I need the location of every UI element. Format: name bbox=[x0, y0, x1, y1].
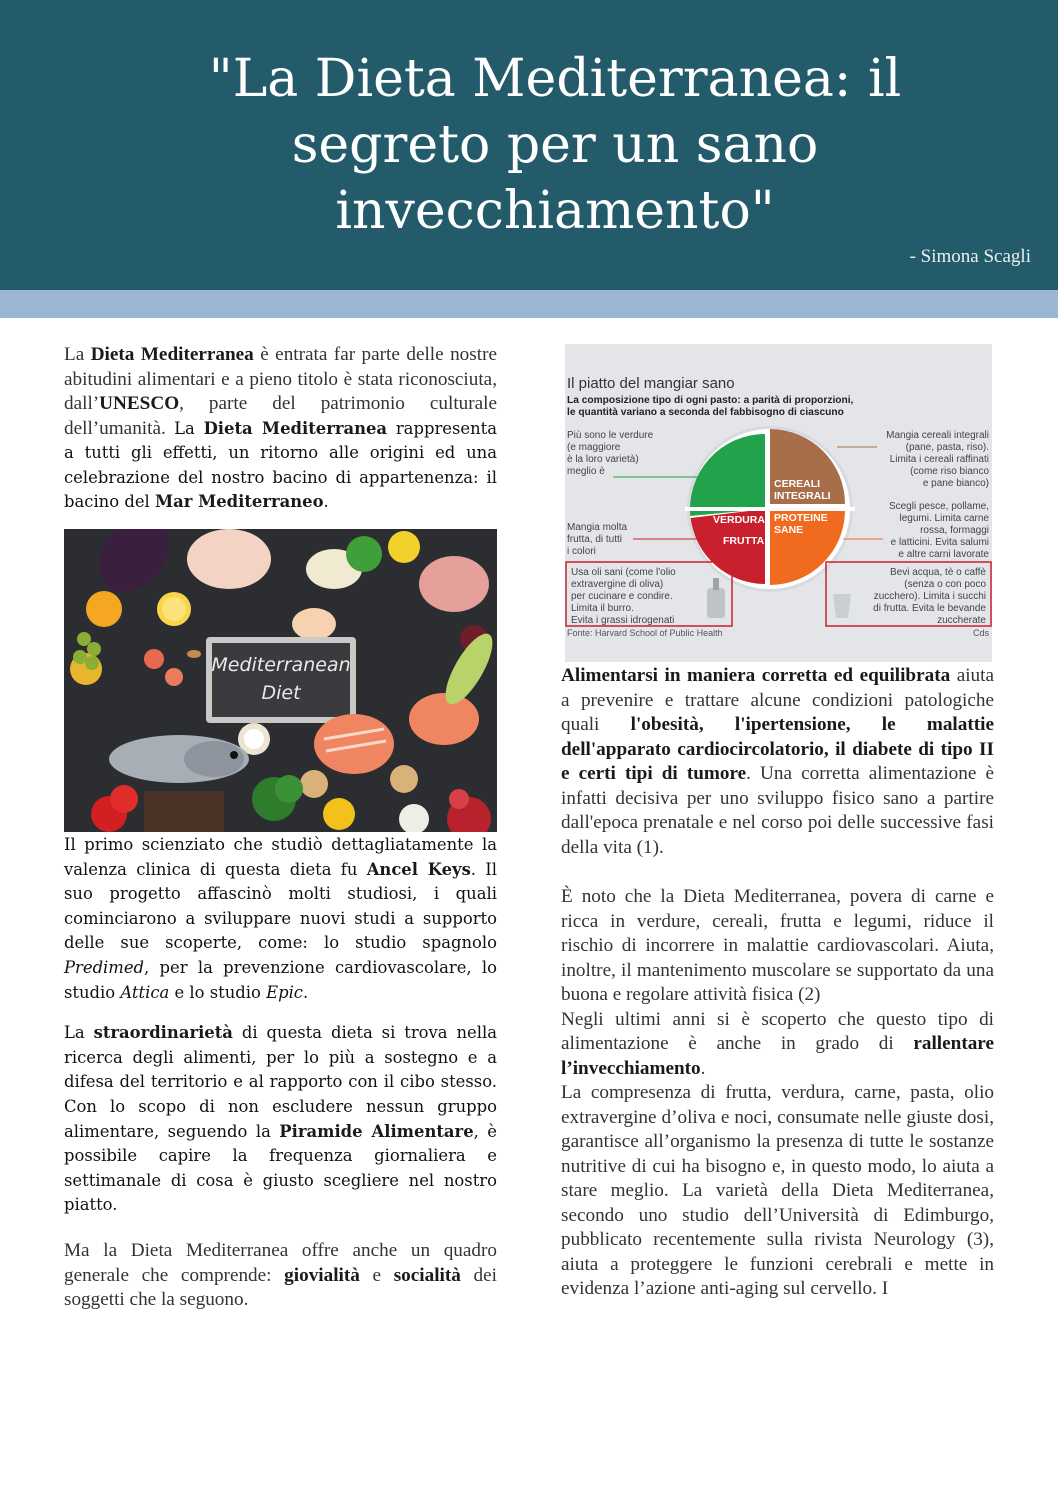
keys-paragraph: Il primo scienziato che studiò dettagliatamente la valenza clinica di questa dieta fu Ancel Keys. Il suo progetto affascinò molti studiosi, i quali cominciarono a sviluppare nuovi studi a supporto delle sue scoperte, come: lo studio spagnolo Predimed, per la prevenzione cardiovascolare, lo studio Attica e lo studio Epic. bbox=[64, 835, 498, 1002]
plate-source: Fonte: Harvard School of Public Health bbox=[567, 628, 723, 638]
title-line-3: invecchiamento" bbox=[335, 181, 775, 241]
title-line-2: segreto per un sano bbox=[291, 115, 819, 175]
left-column-intro bbox=[64, 343, 497, 515]
water-note-3: zucchero). Limita i succhi bbox=[873, 591, 986, 602]
intro-paragraph-continued: La Dieta Mediterranea rappresenta a tutti gli effetti, un ritorno alle origini ed una celebrazione del nostro bacino di appartenenza: il bacino del Mar Mediterraneo. bbox=[64, 418, 497, 512]
title-line-1: "La Dieta Mediterranea: il bbox=[208, 49, 902, 109]
social-paragraph: Ma la Dieta Mediterranea offre anche un quadro generale che comprende: giovialità e socialità dei soggetti che la seguono. bbox=[64, 1240, 497, 1310]
label-cereali-1: CEREALI bbox=[774, 478, 821, 490]
note-proteine-5: e altre carni lavorate bbox=[898, 549, 989, 560]
label-proteine-2: SANE bbox=[774, 524, 804, 536]
note-verdure-1: Più sono le verdure bbox=[567, 430, 654, 441]
brain-paragraph: La compresenza di frutta, verdura, carne, pasta, olio extravergine d’oliva e noci, consumate nelle giuste dosi, garantisce all’organismo la presenza di tutte le sostanze nutritive di cui ha bisogno e, in questo modo, lo aiuta a stare meglio. La varietà della Dieta Mediterranea, secondo uno studio dell’Università di Edimburgo, pubblicato recentemente sulla rivista Neurology (3), aiuta a proteggere le funzioni cerebrali e mette in evidenza l’azione anti-aging sul cervello. I bbox=[561, 1082, 994, 1299]
intro-paragraph: La Dieta Mediterranea è entrata far parte delle nostre abitudini alimentari e a pieno titolo è stata riconosciuta, dall’UNESCO, parte del patrimonio culturale dell’umanità. La Dieta Mediterranea rappresenta a tutti gli effetti, un ritorno alle origini ed una celebrazione del nostro bacino di appartenenza: il bacino del Mar Mediterraneo. bbox=[64, 344, 497, 512]
note-proteine-3: rossa, formaggi bbox=[920, 525, 989, 536]
header-banner bbox=[0, 0, 1058, 290]
left-column-keys bbox=[64, 833, 497, 1218]
label-verdura: VERDURA bbox=[713, 514, 765, 526]
plate-title: Il piatto del mangiar sano bbox=[567, 375, 735, 392]
water-note-1: Bevi acqua, tè o caffè bbox=[890, 567, 986, 578]
water-note-2: (senza o con poco bbox=[904, 579, 986, 590]
note-cereali-3: Limita i cereali raffinati bbox=[889, 454, 989, 465]
note-proteine-4: e latticini. Evita salumi bbox=[890, 537, 989, 548]
note-verdure-3: è la loro varietà) bbox=[567, 454, 639, 465]
right-column bbox=[561, 664, 994, 1302]
mediterranean-food-photo bbox=[64, 529, 497, 832]
label-frutta: FRUTTA bbox=[723, 535, 765, 547]
glass-icon bbox=[833, 594, 851, 618]
note-cereali-1: Mangia cereali integrali bbox=[886, 430, 989, 441]
healthy-plate-infographic bbox=[565, 344, 992, 662]
aging-paragraph: Negli ultimi anni si è scoperto che questo tipo di alimentazione è anche in grado di rallentare l’invecchiamento. bbox=[561, 1008, 994, 1079]
sign-line-2: Diet bbox=[261, 682, 301, 704]
oil-note-5: Evita i grassi idrogenati bbox=[571, 615, 675, 626]
divider-band bbox=[0, 290, 1058, 318]
water-note-4: di frutta. Evita le bevande bbox=[873, 603, 986, 614]
oil-note-2: extravergine di oliva) bbox=[571, 579, 664, 590]
extraordinary-paragraph: La straordinarietà di questa dieta si trova nella ricerca degli alimenti, per lo più a sostegno e a difesa del territorio e al rapporto con il cibo stesso. Con lo scopo di non escludere nessun gruppo alimentare, seguendo la Piramide Alimentare, è possibile capire la frequenza giornaliera e settimanale di cosa è giusto scegliere nel nostro piatto. bbox=[64, 1023, 498, 1215]
author-name: - Simona Scagli bbox=[909, 246, 1031, 267]
article-title bbox=[190, 46, 920, 244]
plate-subtitle-2: le quantità variano a seconda del fabbisogno di ciascuno bbox=[567, 407, 844, 418]
note-frutta-3: i colori bbox=[567, 546, 596, 557]
plate-credit: Cds bbox=[972, 628, 989, 638]
note-frutta-2: frutta, di tutti bbox=[567, 534, 623, 545]
oil-note-3: per cucinare e condire. bbox=[571, 591, 673, 602]
sign-line-1: Mediterranean bbox=[211, 654, 351, 676]
oil-note-4: Limita il burro. bbox=[571, 603, 634, 614]
note-verdure-2: (e maggiore bbox=[567, 442, 621, 453]
nutrition-paragraph: Alimentarsi in maniera corretta ed equilibrata aiuta a prevenire e trattare alcune condizioni patologiche quali l'obesità, l'ipertensione, le malattie dell'apparato cardiocircolatorio, il diabete di tipo II e certi tipi di tumore. Una corretta alimentazione è infatti decisiva per uno sviluppo fisico sano a partire dall'epoca prenatale e nel corso poi delle successive fasi della vita (1). bbox=[561, 665, 994, 858]
note-frutta-1: Mangia molta bbox=[567, 522, 628, 533]
food-illustration bbox=[64, 529, 497, 832]
plate-subtitle-1: La composizione tipo di ogni pasto: a parità di proporzioni, bbox=[567, 395, 854, 406]
water-note-5: zuccherate bbox=[937, 615, 986, 626]
note-cereali-4: (come riso bianco bbox=[910, 466, 989, 477]
left-column-social bbox=[64, 1239, 497, 1313]
note-proteine-1: Scegli pesce, pollame, bbox=[888, 501, 989, 512]
plate-graphic bbox=[565, 344, 992, 662]
cardio-paragraph: È noto che la Dieta Mediterranea, povera di carne e ricca in verdure, cereali, frutta e legumi, riduce il rischio di incorrere in malattie cardiovascolari. Aiuta, inoltre, il mantenimento muscolare se supportato da una buona e regolare attività fisica (2) bbox=[561, 886, 994, 1005]
note-verdure-4: meglio è bbox=[567, 466, 605, 477]
note-cereali-5: e pane bianco) bbox=[922, 478, 989, 489]
note-proteine-2: legumi. Limita carne bbox=[899, 513, 989, 524]
label-proteine-1: PROTEINE bbox=[774, 512, 828, 524]
oil-note-1: Usa oli sani (come l'olio bbox=[571, 567, 676, 578]
note-cereali-2: (pane, pasta, riso). bbox=[905, 442, 989, 453]
label-cereali-2: INTEGRALI bbox=[774, 490, 831, 502]
